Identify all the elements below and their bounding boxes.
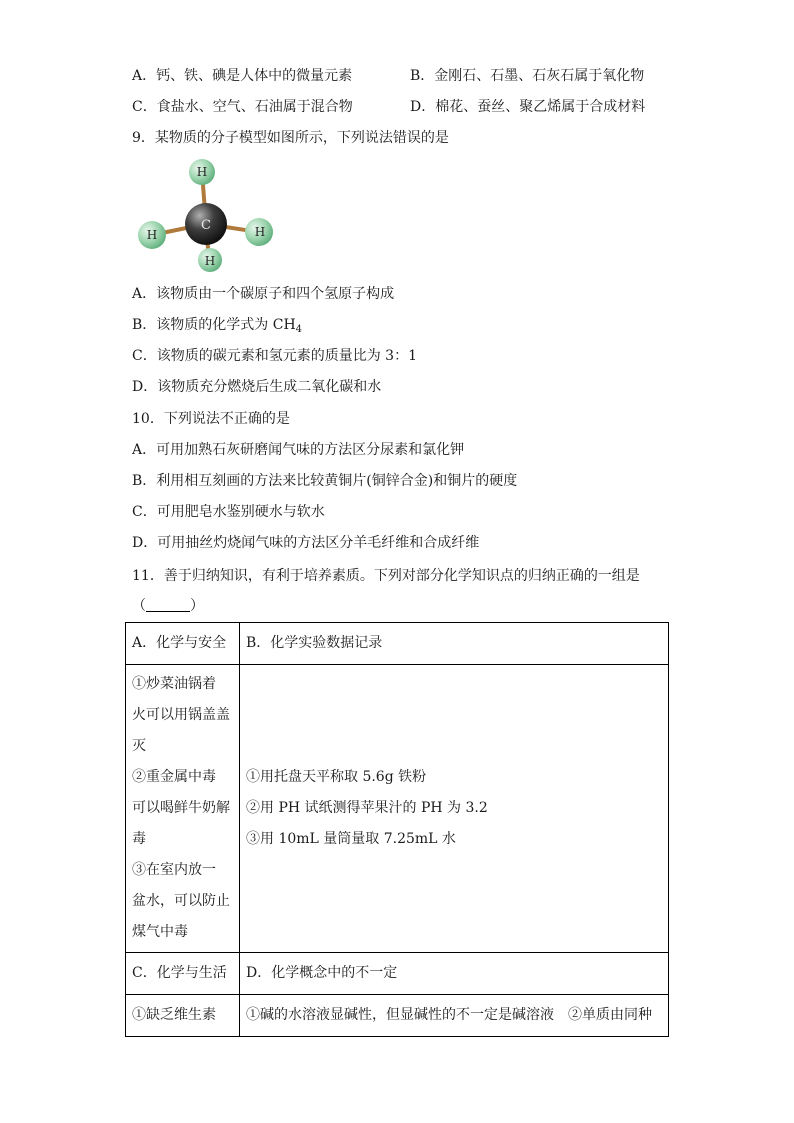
q8-option-a: A．钙、铁、碘是人体中的微量元素	[132, 68, 353, 84]
a-line: 煤气中毒	[132, 924, 188, 940]
cell-b-header: B．化学实验数据记录	[240, 623, 669, 665]
q8-option-d: D．棉花、蚕丝、聚乙烯属于合成材料	[410, 99, 646, 115]
q11-table	[125, 622, 669, 1037]
hydrogen-atom-bottom	[198, 248, 222, 272]
a-line: 可以喝鲜牛奶解	[132, 800, 230, 816]
hydrogen-atom-right	[245, 218, 273, 246]
svg-text:H: H	[204, 254, 216, 268]
paren-open: （	[132, 598, 146, 614]
q9-option-b-text: B．该物质的化学式为 CH	[132, 317, 296, 333]
q9-option-b	[132, 315, 302, 340]
q9-option-a: A．该物质由一个碳原子和四个氢原子构成	[132, 286, 395, 302]
cell-b-content	[240, 665, 669, 953]
svg-text:C: C	[201, 218, 211, 233]
hydrogen-atom-left	[138, 221, 166, 249]
svg-text:H: H	[254, 225, 266, 239]
q8-option-c: C．食盐水、空气、石油属于混合物	[132, 99, 353, 115]
a-line: 盆水，可以防止	[132, 893, 230, 909]
svg-text:H: H	[146, 228, 158, 242]
carbon-atom	[185, 203, 227, 245]
q10-stem: 10．下列说法不正确的是	[132, 411, 290, 427]
q8-option-b: B．金刚石、石墨、石灰石属于氧化物	[410, 68, 645, 84]
q10-option-b: B．利用相互刻画的方法来比较黄铜片(铜锌合金)和铜片的硬度	[132, 473, 518, 489]
methane-molecule-model	[130, 158, 290, 276]
cell-a-header: A．化学与安全	[126, 623, 240, 665]
a-line: ③在室内放一	[132, 862, 216, 878]
cell-d-header: D．化学概念中的不一定	[240, 953, 669, 995]
a-line: 毒	[132, 831, 146, 847]
q10-option-a: A．可用加熟石灰研磨闻气味的方法区分尿素和氯化钾	[132, 442, 465, 458]
q10-option-d: D．可用抽丝灼烧闻气味的方法区分羊毛纤维和合成纤维	[132, 535, 480, 551]
q9-stem: 9．某物质的分子模型如图所示，下列说法错误的是	[132, 130, 449, 146]
svg-text:H: H	[196, 165, 208, 179]
hydrogen-atom-top	[189, 159, 215, 185]
q9-option-c: C．该物质的碳元素和氢元素的质量比为 3：1	[132, 348, 417, 364]
a-line: ②重金属中毒	[132, 769, 216, 785]
q9-option-b-subscript: 4	[295, 324, 303, 335]
q11-stem: 11．善于归纳知识，有利于培养素质。下列对部分化学知识点的归纳正确的一组是	[132, 568, 640, 584]
b-line: ②用 PH 试纸测得苹果汁的 PH 为 3.2	[246, 800, 488, 816]
q10-option-c: C．可用肥皂水鉴别硬水与软水	[132, 504, 325, 520]
q9-option-d: D．该物质充分燃烧后生成二氧化碳和水	[132, 379, 382, 395]
a-line: 灭	[132, 738, 146, 754]
answer-underline[interactable]	[146, 597, 190, 612]
a-line: 火可以用锅盖盖	[132, 707, 230, 723]
cell-c-content: ①缺乏维生素	[126, 995, 240, 1037]
cell-c-header: C．化学与生活	[126, 953, 240, 995]
paren-close: ）	[190, 598, 204, 614]
cell-d-content: ①碱的水溶液显碱性，但显碱性的不一定是碱溶液 ②单质由同种	[240, 995, 669, 1037]
cell-a-content	[126, 665, 240, 953]
b-line: ①用托盘天平称取 5.6g 铁粉	[246, 769, 427, 785]
a-line: ①炒菜油锅着	[132, 676, 216, 692]
b-line: ③用 10mL 量筒量取 7.25mL 水	[246, 831, 456, 847]
q11-answer-blank[interactable]	[132, 596, 204, 616]
